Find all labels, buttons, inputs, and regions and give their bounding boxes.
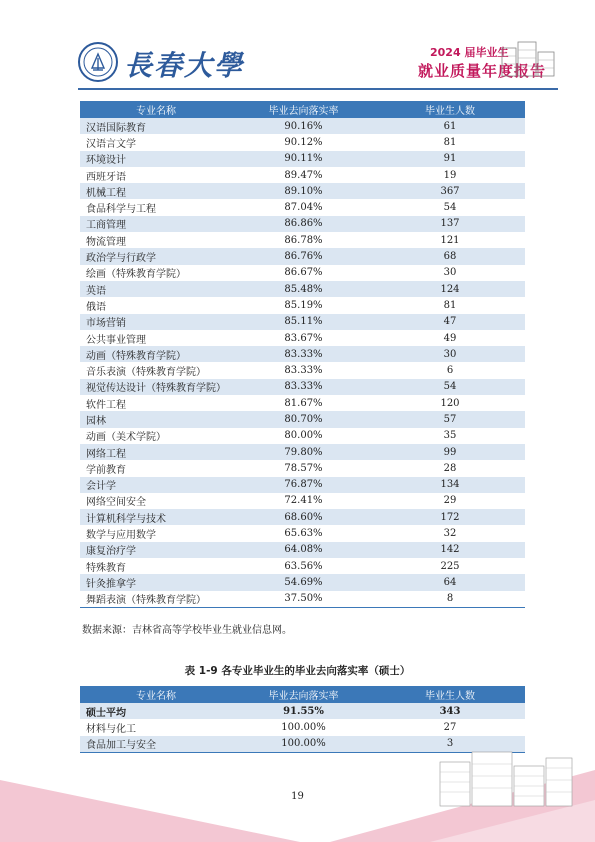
table-row bbox=[80, 509, 525, 525]
cell-rate: 76.87% bbox=[232, 477, 375, 493]
cell-rate: 65.63% bbox=[232, 525, 375, 541]
cell-count: 30 bbox=[375, 346, 525, 362]
cell-rate: 90.11% bbox=[232, 151, 375, 167]
cell-rate: 90.12% bbox=[232, 134, 375, 150]
cell-rate: 90.16% bbox=[232, 118, 375, 134]
cell-rate: 54.69% bbox=[232, 574, 375, 590]
table-row bbox=[80, 591, 525, 608]
cell-rate: 79.80% bbox=[232, 444, 375, 460]
cell-rate: 80.70% bbox=[232, 411, 375, 427]
cell-count: 8 bbox=[375, 591, 525, 608]
cell-count: 54 bbox=[375, 379, 525, 395]
cell-rate: 72.41% bbox=[232, 493, 375, 509]
cell-major: 数学与应用数学 bbox=[80, 525, 232, 541]
cell-count: 47 bbox=[375, 314, 525, 330]
cell-rate: 78.57% bbox=[232, 460, 375, 476]
cell-rate: 85.19% bbox=[232, 297, 375, 313]
cell-major: 食品加工与安全 bbox=[80, 736, 232, 753]
table-row bbox=[80, 703, 525, 719]
table-caption: 表 1-9 各专业毕业生的毕业去向落实率（硕士） bbox=[184, 665, 411, 677]
table-row bbox=[80, 574, 525, 590]
page-header bbox=[0, 0, 595, 90]
cell-count: 81 bbox=[375, 134, 525, 150]
table-header-row bbox=[80, 101, 525, 118]
column-header-major: 专业名称 bbox=[80, 101, 232, 118]
cell-count: 367 bbox=[375, 183, 525, 199]
header-divider bbox=[78, 88, 558, 90]
cell-count: 225 bbox=[375, 558, 525, 574]
cell-major: 舞蹈表演（特殊教育学院） bbox=[80, 591, 232, 608]
cell-rate: 100.00% bbox=[232, 736, 375, 753]
cell-count: 68 bbox=[375, 248, 525, 264]
table-row bbox=[80, 248, 525, 264]
table-row bbox=[80, 346, 525, 362]
table-row bbox=[80, 297, 525, 313]
cell-major: 康复治疗学 bbox=[80, 542, 232, 558]
table-row bbox=[80, 151, 525, 167]
cell-major: 视觉传达设计（特殊教育学院） bbox=[80, 379, 232, 395]
campus-building-illustration bbox=[498, 38, 558, 78]
cell-major: 计算机科学与技术 bbox=[80, 509, 232, 525]
cell-count: 27 bbox=[375, 719, 525, 735]
cell-count: 6 bbox=[375, 362, 525, 378]
cell-major: 学前教育 bbox=[80, 460, 232, 476]
cell-rate: 80.00% bbox=[232, 428, 375, 444]
cell-rate: 100.00% bbox=[232, 719, 375, 735]
cell-rate: 85.48% bbox=[232, 281, 375, 297]
cell-count: 64 bbox=[375, 574, 525, 590]
table-row bbox=[80, 134, 525, 150]
table-row bbox=[80, 167, 525, 183]
cell-major: 软件工程 bbox=[80, 395, 232, 411]
cell-count: 49 bbox=[375, 330, 525, 346]
cell-count: 121 bbox=[375, 232, 525, 248]
cell-count: 28 bbox=[375, 460, 525, 476]
cell-count: 99 bbox=[375, 444, 525, 460]
cell-count: 30 bbox=[375, 265, 525, 281]
cell-major: 音乐表演（特殊教育学院） bbox=[80, 362, 232, 378]
cell-rate: 86.76% bbox=[232, 248, 375, 264]
cell-rate: 83.33% bbox=[232, 362, 375, 378]
column-header-rate: 毕业去向落实率 bbox=[232, 686, 375, 703]
cell-count: 81 bbox=[375, 297, 525, 313]
university-name: 長春大學 bbox=[124, 49, 245, 82]
cell-count: 91 bbox=[375, 151, 525, 167]
cell-major: 汉语国际教育 bbox=[80, 118, 232, 134]
table-row bbox=[80, 411, 525, 427]
cell-rate: 64.08% bbox=[232, 542, 375, 558]
cell-major: 针灸推拿学 bbox=[80, 574, 232, 590]
table-row bbox=[80, 199, 525, 215]
cell-count: 32 bbox=[375, 525, 525, 541]
table-row bbox=[80, 118, 525, 134]
table-row bbox=[80, 216, 525, 232]
table-row bbox=[80, 477, 525, 493]
column-header-major: 专业名称 bbox=[80, 686, 232, 703]
cell-rate: 87.04% bbox=[232, 199, 375, 215]
cell-major: 食品科学与工程 bbox=[80, 199, 232, 215]
cell-count: 29 bbox=[375, 493, 525, 509]
cell-major: 动画（美术学院） bbox=[80, 428, 232, 444]
cell-rate: 37.50% bbox=[232, 591, 375, 608]
cell-major: 环境设计 bbox=[80, 151, 232, 167]
cell-major: 园林 bbox=[80, 411, 232, 427]
major-rate-table bbox=[80, 101, 525, 608]
cell-rate: 86.67% bbox=[232, 265, 375, 281]
table-row bbox=[80, 265, 525, 281]
cell-major: 物流管理 bbox=[80, 232, 232, 248]
column-header-count: 毕业生人数 bbox=[375, 686, 525, 703]
cell-major: 材料与化工 bbox=[80, 719, 232, 735]
cell-count: 172 bbox=[375, 509, 525, 525]
cell-major: 工商管理 bbox=[80, 216, 232, 232]
report-year: 2024 届毕业生 bbox=[430, 46, 509, 59]
cell-major: 网络工程 bbox=[80, 444, 232, 460]
report-title: 就业质量年度报告 bbox=[418, 62, 547, 80]
cell-count: 137 bbox=[375, 216, 525, 232]
cell-rate: 89.10% bbox=[232, 183, 375, 199]
cell-rate: 81.67% bbox=[232, 395, 375, 411]
cell-major: 网络空间安全 bbox=[80, 493, 232, 509]
table-row bbox=[80, 493, 525, 509]
cell-major: 英语 bbox=[80, 281, 232, 297]
cell-major: 特殊教育 bbox=[80, 558, 232, 574]
cell-rate: 91.55% bbox=[232, 703, 375, 719]
cell-count: 57 bbox=[375, 411, 525, 427]
cell-major: 会计学 bbox=[80, 477, 232, 493]
cell-rate: 83.33% bbox=[232, 346, 375, 362]
table-row bbox=[80, 460, 525, 476]
cell-major: 西班牙语 bbox=[80, 167, 232, 183]
table-row bbox=[80, 395, 525, 411]
cell-count: 3 bbox=[375, 736, 525, 753]
table-row bbox=[80, 183, 525, 199]
table-row bbox=[80, 281, 525, 297]
cell-major: 机械工程 bbox=[80, 183, 232, 199]
table-row bbox=[80, 330, 525, 346]
cell-rate: 83.67% bbox=[232, 330, 375, 346]
column-header-count: 毕业生人数 bbox=[375, 101, 525, 118]
table-row bbox=[80, 428, 525, 444]
cell-count: 124 bbox=[375, 281, 525, 297]
cell-rate: 83.33% bbox=[232, 379, 375, 395]
table-header-row bbox=[80, 686, 525, 703]
university-seal-icon bbox=[78, 42, 118, 82]
cell-rate: 86.86% bbox=[232, 216, 375, 232]
table-row bbox=[80, 379, 525, 395]
cell-major: 绘画（特殊教育学院） bbox=[80, 265, 232, 281]
cell-rate: 68.60% bbox=[232, 509, 375, 525]
cell-major: 硕士平均 bbox=[80, 703, 232, 719]
cell-count: 343 bbox=[375, 703, 525, 719]
cell-count: 19 bbox=[375, 167, 525, 183]
cell-count: 54 bbox=[375, 199, 525, 215]
table-row bbox=[80, 542, 525, 558]
source-note: 数据来源：吉林省高等学校毕业生就业信息网。 bbox=[82, 625, 292, 636]
cell-rate: 85.11% bbox=[232, 314, 375, 330]
cell-major: 动画（特殊教育学院） bbox=[80, 346, 232, 362]
table-row bbox=[80, 314, 525, 330]
cell-major: 政治学与行政学 bbox=[80, 248, 232, 264]
cell-rate: 86.78% bbox=[232, 232, 375, 248]
table-row bbox=[80, 719, 525, 735]
table-row bbox=[80, 232, 525, 248]
cell-count: 142 bbox=[375, 542, 525, 558]
column-header-rate: 毕业去向落实率 bbox=[232, 101, 375, 118]
cell-rate: 63.56% bbox=[232, 558, 375, 574]
page-number: 19 bbox=[291, 791, 304, 802]
table-row bbox=[80, 525, 525, 541]
cell-count: 120 bbox=[375, 395, 525, 411]
cell-count: 134 bbox=[375, 477, 525, 493]
cell-count: 61 bbox=[375, 118, 525, 134]
table-row bbox=[80, 558, 525, 574]
cell-count: 35 bbox=[375, 428, 525, 444]
cell-major: 汉语言文学 bbox=[80, 134, 232, 150]
cell-major: 市场营销 bbox=[80, 314, 232, 330]
cell-major: 俄语 bbox=[80, 297, 232, 313]
cell-rate: 89.47% bbox=[232, 167, 375, 183]
table-row bbox=[80, 362, 525, 378]
table-row bbox=[80, 444, 525, 460]
cell-major: 公共事业管理 bbox=[80, 330, 232, 346]
